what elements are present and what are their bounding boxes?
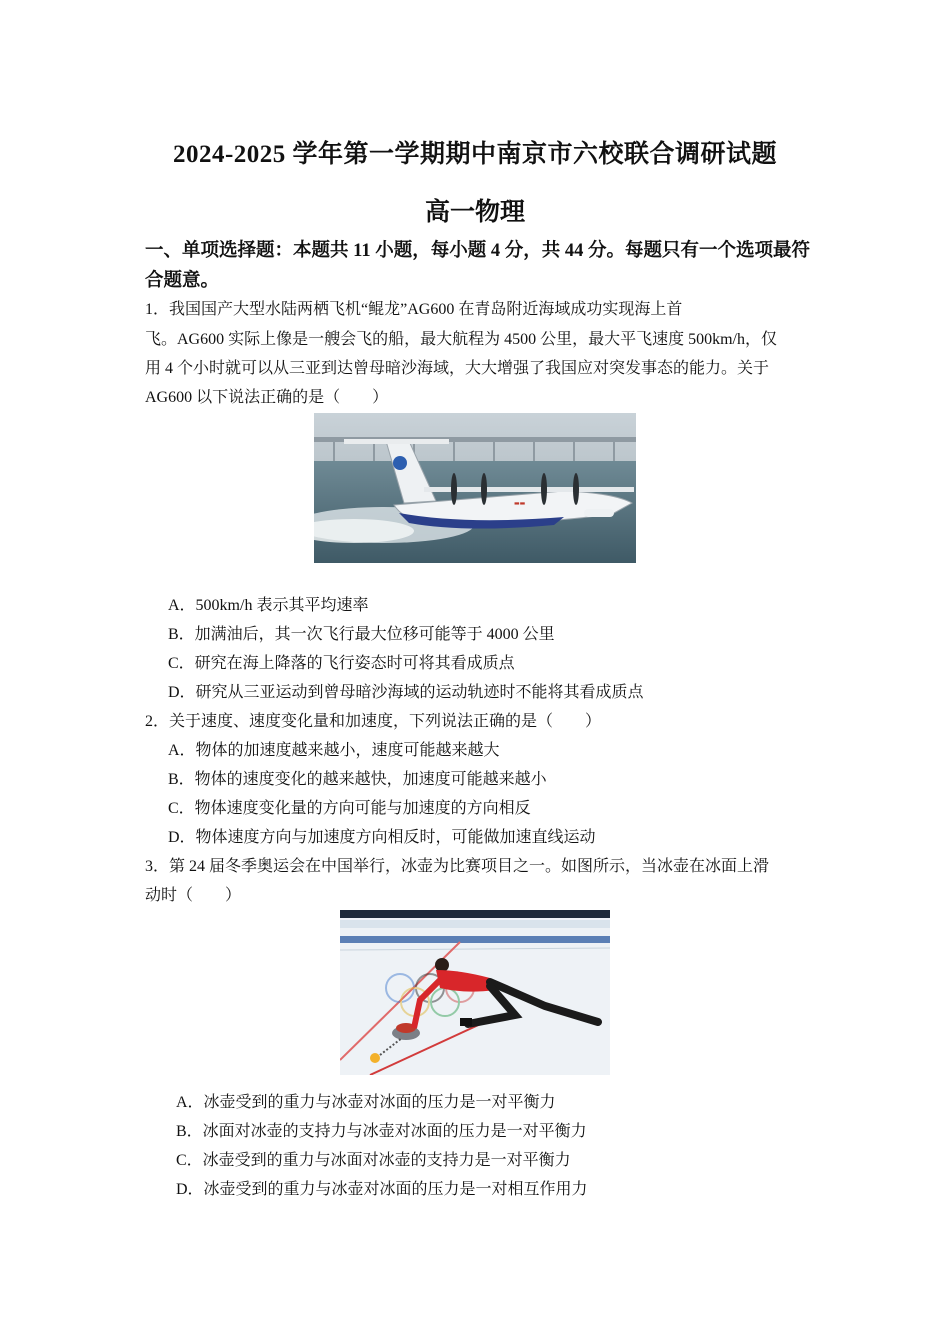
question-3-stem-line: 动时（ ）: [145, 887, 242, 904]
question-2-option-d[interactable]: D．物体速度方向与加速度方向相反时，可能做加速直线运动: [168, 829, 596, 846]
section-heading: 一、单项选择题：本题共 11 小题，每小题 4 分，共 44 分。每题只有一个选项最符合题意。: [145, 241, 810, 291]
question-3-stem-line: 3．第 24 届冬季奥运会在中国举行，冰壶为比赛项目之一。如图所示，当冰壶在冰面上滑: [145, 858, 770, 875]
question-2-option-a[interactable]: A．物体的加速度越来越小，速度可能越来越大: [168, 742, 500, 759]
question-1-stem-line: AG600 以下说法正确的是（ ）: [145, 389, 389, 406]
question-2-option-c[interactable]: C．物体速度变化量的方向可能与加速度的方向相反: [168, 800, 531, 817]
question-1-option-c[interactable]: C．研究在海上降落的飞行姿态时可将其看成质点: [168, 655, 515, 672]
question-2-option-b[interactable]: B．物体的速度变化的越来越快，加速度可能越来越小: [168, 771, 547, 788]
exam-title: 2024-2025 学年第一学期期中南京市六校联合调研试题: [172, 141, 778, 168]
exam-subject: 高一物理: [424, 199, 525, 226]
question-2-stem-line: 2．关于速度、速度变化量和加速度，下列说法正确的是（ ）: [145, 713, 602, 730]
question-1-stem-line: 用 4 个小时就可以从三亚到达曾母暗沙海域，大大增强了我国应对突发事态的能力。关于: [145, 360, 770, 377]
question-3-option-d[interactable]: D．冰壶受到的重力与冰壶对冰面的压力是一对相互作用力: [176, 1181, 588, 1198]
svg-text:▬▬: ▬▬: [514, 500, 526, 507]
question-1-stem-line: 1．我国国产大型水陆两栖飞机“鲲龙”AG600 在青岛附近海域成功实现海上首: [145, 301, 683, 318]
question-1-option-b[interactable]: B．加满油后，其一次飞行最大位移可能等于 4000 公里: [168, 626, 555, 643]
question-3-option-a[interactable]: A．冰壶受到的重力与冰壶对冰面的压力是一对平衡力: [176, 1094, 556, 1111]
question-3-option-c[interactable]: C．冰壶受到的重力与冰面对冰壶的支持力是一对平衡力: [176, 1152, 571, 1169]
question-1-option-a[interactable]: A．500km/h 表示其平均速率: [168, 597, 369, 614]
question-1-stem-line: 飞。AG600 实际上像是一艘会飞的船，最大航程为 4500 公里，最大平飞速度 500km/h，仅: [145, 331, 778, 348]
seaplane-photo: [314, 413, 636, 563]
question-3-option-b[interactable]: B．冰面对冰壶的支持力与冰壶对冰面的压力是一对平衡力: [176, 1123, 587, 1140]
question-1-option-d[interactable]: D．研究从三亚运动到曾母暗沙海域的运动轨迹时不能将其看成质点: [168, 684, 644, 701]
curling-photo: [340, 910, 610, 1075]
